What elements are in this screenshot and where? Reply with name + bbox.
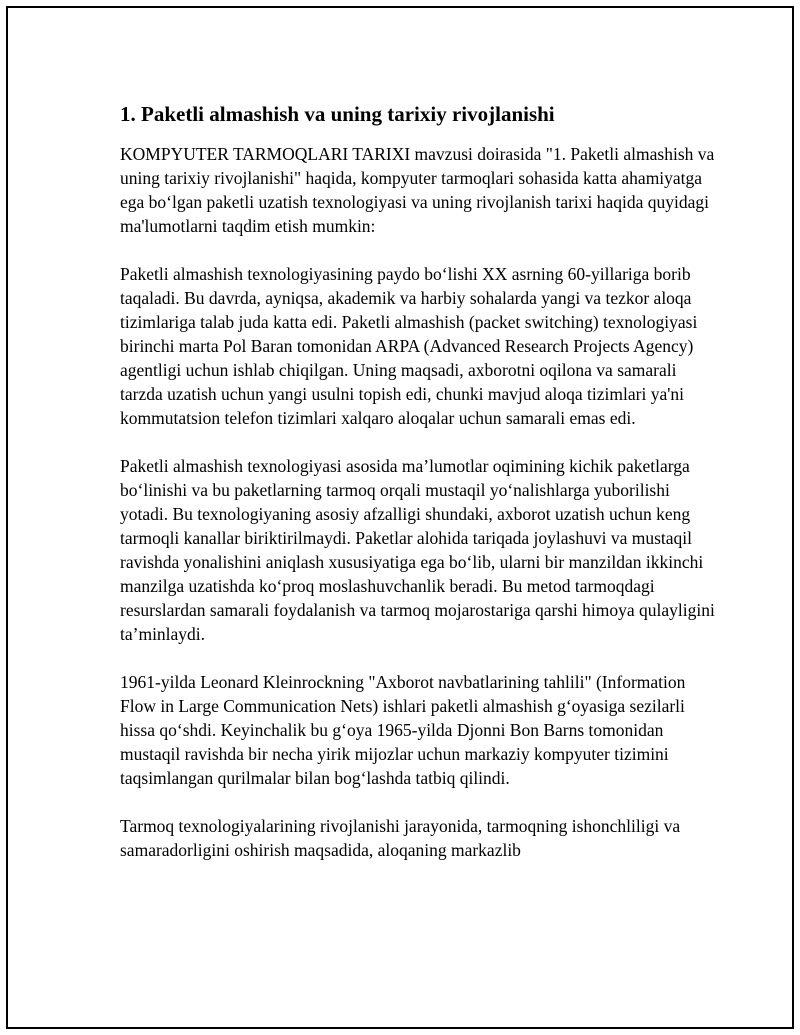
- paragraph-origin: Paketli almashish texnologiyasining paydo bo‘lishi XX asrning 60-yillariga borib taqaladi. Bu davrda, ayniqsa, akademik va harbiy sohalarda yangi va tezkor aloqa tizimlariga talab juda katta edi. Paketli almashish (packet switching) texnologiyasi birinchi marta Pol Baran tomonidan ARPA (Advanced Research Projects Agency) agentligi uchun ishlab chiqilgan. Uning maqsadi, axborotni oqilona va samarali tarzda uzatish uchun yangi usulni topish edi, chunki mavjud aloqa tizimlari ya'ni kommutatsion telefon tizimlari xalqaro aloqalar uchun samarali emas edi.: [120, 264, 698, 428]
- document-page: [6, 6, 794, 1029]
- paragraph-principle: Paketli almashish texnologiyasi asosida ma’lumotlar oqimining kichik paketlarga bo‘linishi va bu paketlarning tarmoq orqali mustaqil yo‘nalishlarga yuborilishi yotadi. Bu texnologiyaning asosiy afzalligi shundaki, axborot uzatish uchun keng tarmoqli kanallar biriktirilmaydi. Paketlar alohida tariqada joylashuvi va mustaqil ravishda yonalishini aniqlash xususiyatiga ega bo‘lib, ularni bir manzildan ikkinchi manzilga uzatishda ko‘proq moslashuvchanlik beradi. Bu metod tarmoqdagi resurslardan samarali foydalanish va tarmoq mojarostariga qarshi himoya qulayligini ta’minlaydi.: [120, 456, 715, 644]
- document-body: [120, 100, 720, 886]
- paragraph-intro: KOMPYUTER TARMOQLARI TARIXI mavzusi doirasida "1. Paketli almashish va uning tarixiy rivojlanishi" haqida, kompyuter tarmoqlari sohasida katta ahamiyatga ega bo‘lgan paketli uzatish texnologiyasi va uning rivojlanish tarixi haqida quyidagi ma'lumotlarni taqdim etish mumkin:: [120, 144, 715, 236]
- section-heading: 1. Paketli almashish va uning tarixiy rivojlanishi: [120, 102, 555, 126]
- paragraph-kleinrock: 1961-yilda Leonard Kleinrockning "Axborot navbatlarining tahlili" (Information Flow in Large Communication Nets) ishlari paketli almashish g‘oyasiga sezilarli hissa qo‘shdi. Keyinchalik bu g‘oya 1965-yilda Djonni Bon Barns tomonidan mustaqil ravishda bir necha yirik mijozlar uchun markaziy kompyuter tizimini taqsimlangan qurilmalar bilan bog‘lashda tatbiq qilindi.: [120, 672, 686, 788]
- paragraph-development: Tarmoq texnologiyalarining rivojlanishi jarayonida, tarmoqning ishonchliligi va samaradorligini oshirish maqsadida, aloqaning markazlib: [120, 816, 681, 860]
